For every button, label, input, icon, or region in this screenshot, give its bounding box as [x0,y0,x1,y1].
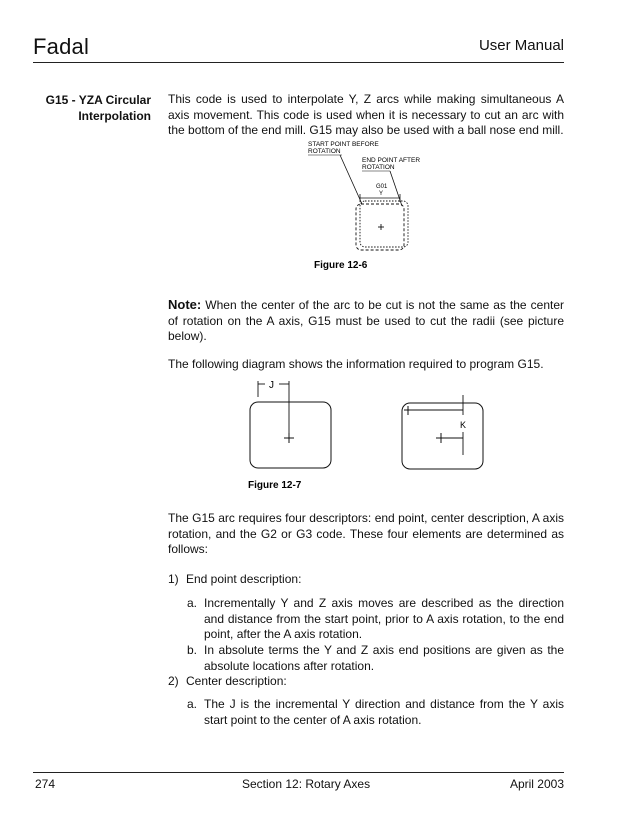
part-outline-left [250,402,331,468]
list-item-2a-text: The J is the incremental Y direction and distance from the Y axis start point to the center of A axis rotation. [204,697,564,727]
section-heading-line1: G15 - YZA Circular [45,93,151,107]
list-item-1-text: End point description: [186,572,302,586]
list-item-1-num: 1) [168,572,179,586]
footer-date: April 2003 [509,777,564,791]
figure-12-7-caption: Figure 12-7 [248,480,302,491]
y-label: Y [379,191,384,197]
note-label: Note: [168,297,202,312]
start-point-label-1: START POINT BEFORE [308,141,379,148]
section-heading-line2: Interpolation [78,109,151,123]
footer-rule [33,772,564,773]
descriptors-paragraph: The G15 arc requires four descriptors: end point, center description, A axis rotation, and the G2 or G3 code. These four elements are determined as follows: [168,511,564,556]
j-label: J [269,380,274,391]
g01-label: G01 [376,184,388,190]
footer-section: Section 12: Rotary Axes [242,777,371,791]
note-block [168,297,564,345]
part-outline-right [402,403,483,469]
figure-12-6 [290,138,430,273]
list-item-1a-text: Incrementally Y and Z axis moves are described as the direction and distance from the start point, prior to A axis rotation, to the end point, after the A axis rotation. [204,596,564,641]
page-number: 274 [35,777,56,791]
k-label: K [460,420,467,430]
start-point-leader [340,155,362,204]
section-heading [11,92,151,124]
list-item-1b-letter: b. [187,643,198,657]
note-text: When the center of the arc to be cut is not the same as the center of rotation on the A axis, G15 must be used to cut the radii (see picture below). [168,298,564,343]
part-outline-after [360,201,408,247]
list-item-2-num: 2) [168,674,179,688]
end-point-label-2: ROTATION [362,164,395,171]
diagram-intro: The following diagram shows the information required to program G15. [168,357,544,371]
brand-logo: Fadal [33,34,90,59]
intro-paragraph: This code is used to interpolate Y, Z arcs while making simultaneous A axis movement. This code is used when it is necessary to cut an arc with the bottom of the end mill. G15 may also be used with a ball nose end mill. [168,92,564,137]
list-item-1a-letter: a. [187,596,198,610]
list-item-2-text: Center description: [186,674,287,688]
list-item-2a-letter: a. [187,697,198,711]
header-rule [33,62,564,63]
figure-12-7 [245,375,490,495]
document-title: User Manual [478,37,564,54]
list-item-1b-text: In absolute terms the Y and Z axis end positions are given as the absolute locations after rotation. [204,643,564,673]
start-point-label-2: ROTATION [308,148,341,155]
end-point-label-1: END POINT AFTER [362,157,421,164]
figure-12-6-caption: Figure 12-6 [314,260,368,271]
